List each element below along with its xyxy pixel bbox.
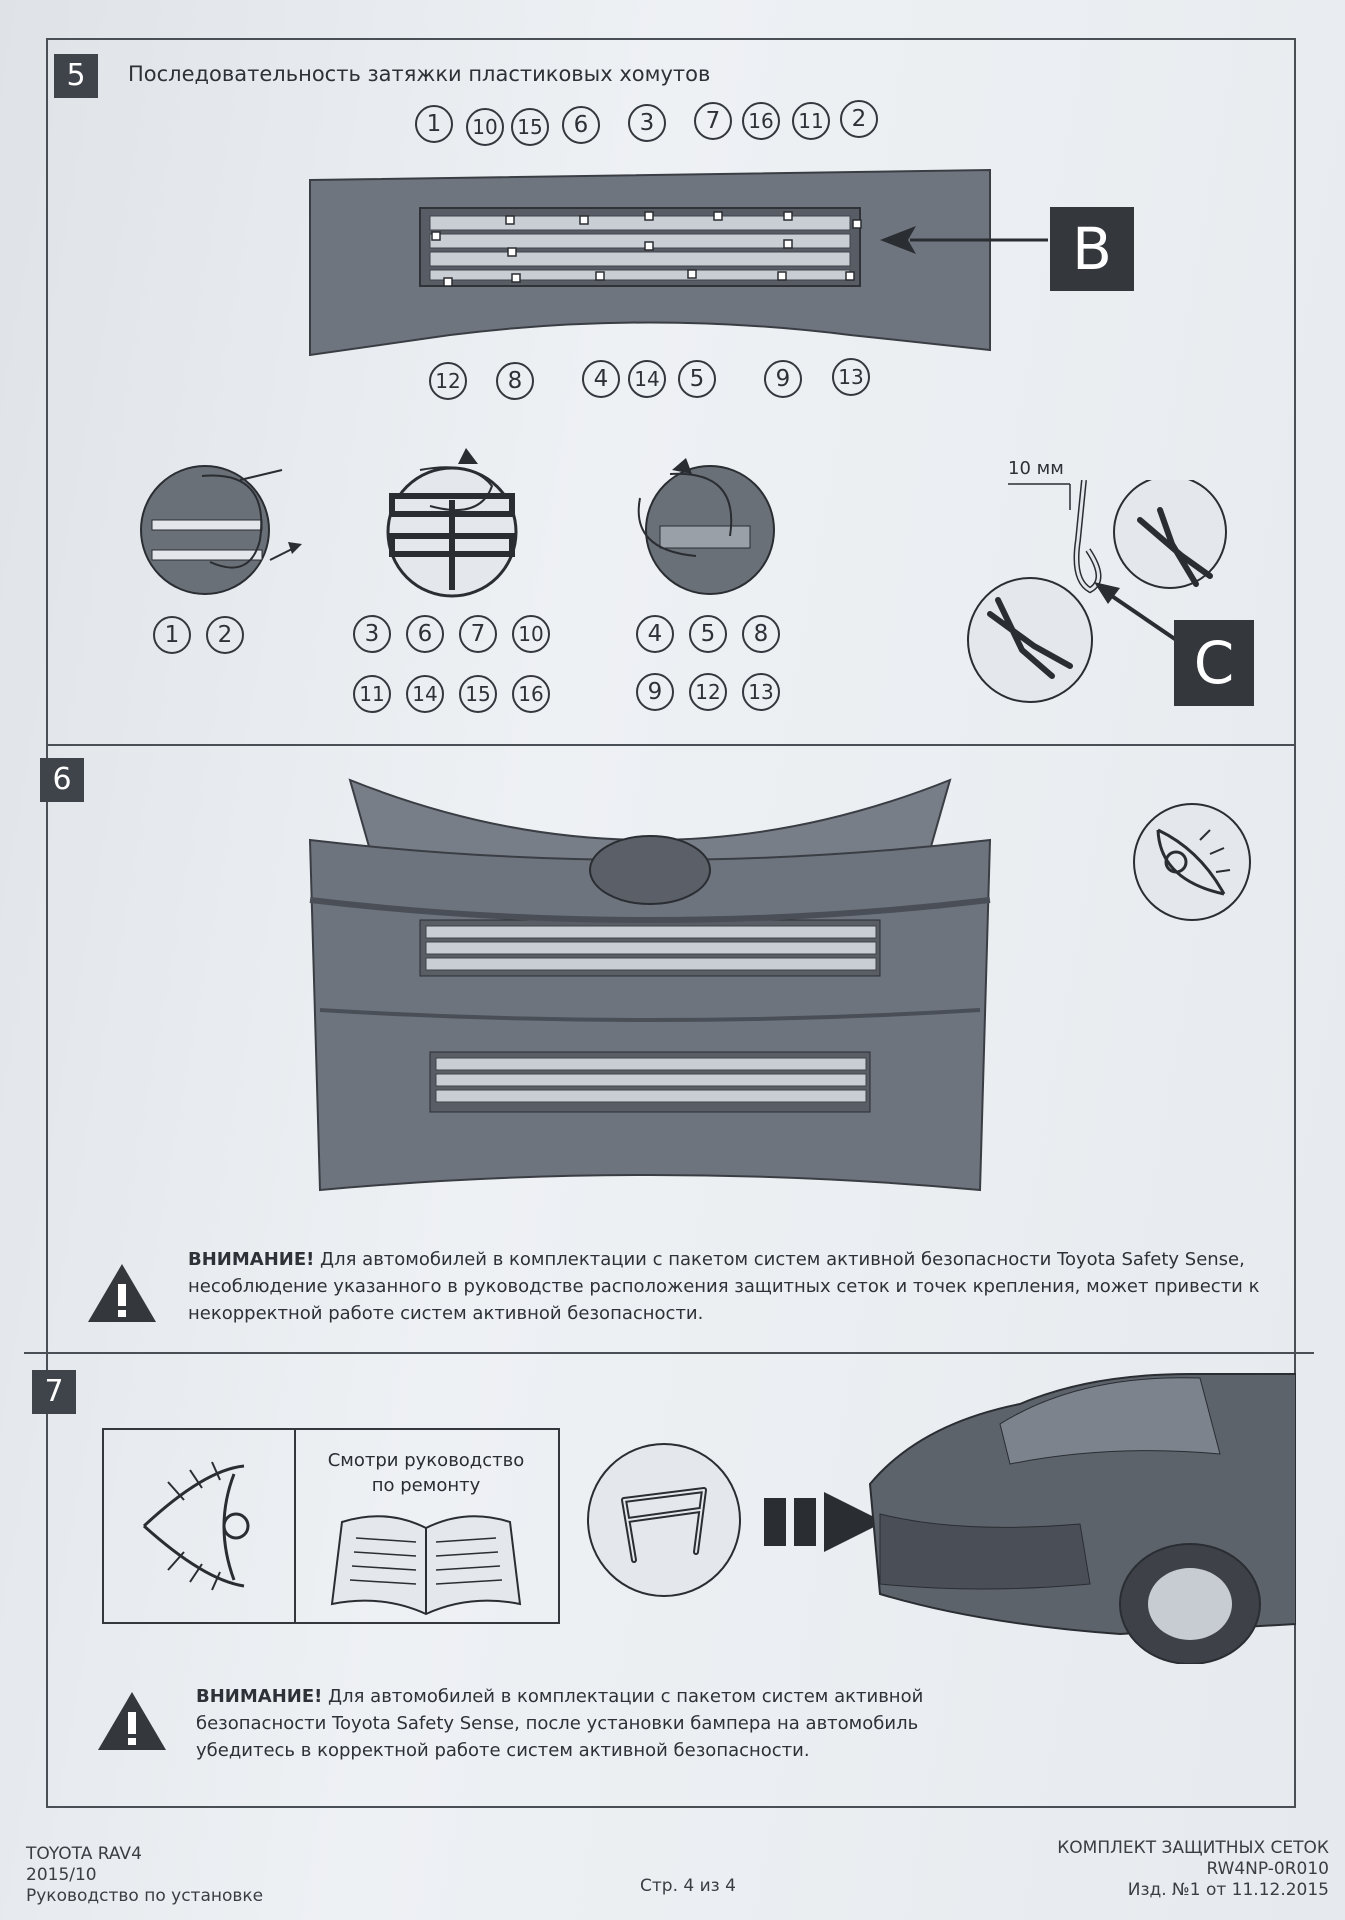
callout-number: 16	[512, 675, 550, 713]
step-7-warning	[196, 1683, 1096, 1764]
warning-text: Для автомобилей в комплектации с пакетом систем активной	[322, 1686, 924, 1707]
inspect-panel	[102, 1428, 296, 1624]
callout-number: 14	[628, 360, 666, 398]
detail-circle-zip-tie-1	[130, 450, 310, 600]
callout-number: 8	[496, 362, 534, 400]
callout-number: 9	[636, 673, 674, 711]
callout-number: 4	[582, 360, 620, 398]
step-7-number: 7	[32, 1370, 76, 1414]
footer-model: TOYOTA RAV4	[26, 1844, 142, 1864]
step-5-title: Последовательность затяжки пластиковых хомутов	[128, 62, 711, 86]
tag-b: B	[1050, 207, 1134, 291]
warning-text: несоблюдение указанного в руководстве расположения защитных сеток и точек крепления, может привести к	[188, 1276, 1260, 1297]
step-5-grille-diagram	[300, 160, 1000, 360]
detail-circle-zip-tie-3	[600, 440, 780, 600]
tag-c: C	[1174, 620, 1254, 706]
callout-number: 13	[742, 673, 780, 711]
callout-number: 11	[353, 675, 391, 713]
footer-date: 2015/10	[26, 1865, 97, 1885]
callout-number: 3	[628, 104, 666, 142]
car-front-illustration	[860, 1364, 1296, 1664]
callout-number: 12	[429, 362, 467, 400]
callout-number: 1	[415, 105, 453, 143]
callout-number: 16	[742, 102, 780, 140]
callout-number: 6	[562, 106, 600, 144]
step-6-bumper-diagram	[300, 770, 1000, 1210]
section-divider-6-7	[24, 1352, 1314, 1354]
warning-triangle-icon	[86, 1262, 158, 1324]
arrow-to-b	[880, 220, 1050, 260]
step-5-number: 5	[54, 54, 98, 98]
section-divider-5-6	[46, 744, 1296, 746]
inspect-eye-icon	[1130, 800, 1254, 924]
footer-doc-type: Руководство по установке	[26, 1886, 264, 1906]
callout-number: 13	[832, 358, 870, 396]
repair-manual-book-icon	[326, 1508, 526, 1618]
measure-label: 10 мм	[1008, 458, 1064, 479]
warning-label: ВНИМАНИЕ!	[188, 1249, 315, 1270]
callout-number: 9	[764, 360, 802, 398]
manual-caption	[296, 1448, 556, 1498]
bumper-clip-icon	[584, 1440, 744, 1600]
manual-caption-line: по ремонту	[371, 1475, 481, 1496]
warning-text: Для автомобилей в комплектации с пакетом систем активной безопасности Toyota Safety Sense,	[314, 1249, 1245, 1270]
callout-number: 8	[742, 615, 780, 653]
eye-icon	[104, 1430, 294, 1622]
step-6-number: 6	[40, 758, 84, 802]
footer-left	[26, 1844, 263, 1907]
callout-number: 2	[206, 616, 244, 654]
callout-number: 6	[406, 615, 444, 653]
warning-text: некорректной работе систем активной безопасности.	[188, 1303, 704, 1324]
callout-number: 11	[792, 102, 830, 140]
callout-number: 3	[353, 615, 391, 653]
step-6-warning	[188, 1246, 1268, 1327]
warning-text: безопасности Toyota Safety Sense, после установки бампера на автомобиль	[196, 1713, 919, 1734]
callout-number: 7	[694, 102, 732, 140]
manual-caption-line: Смотри руководство	[327, 1450, 525, 1471]
callout-number: 7	[459, 615, 497, 653]
callout-number: 5	[678, 360, 716, 398]
callout-number: 15	[459, 675, 497, 713]
footer-kit-name: КОМПЛЕКТ ЗАЩИТНЫХ СЕТОК	[1057, 1838, 1329, 1858]
callout-number: 5	[689, 615, 727, 653]
callout-number: 14	[406, 675, 444, 713]
detail-circle-zip-tie-2	[380, 440, 540, 600]
manual-panel	[296, 1428, 560, 1624]
footer-page-number: Стр. 4 из 4	[640, 1876, 736, 1896]
footer-right	[1057, 1838, 1329, 1901]
footer-part-number: RW4NP-0R010	[1206, 1859, 1329, 1879]
warning-triangle-icon	[96, 1690, 168, 1752]
callout-number: 12	[689, 673, 727, 711]
callout-number: 2	[840, 100, 878, 138]
callout-number: 10	[512, 615, 550, 653]
warning-label: ВНИМАНИЕ!	[196, 1686, 323, 1707]
footer-edition: Изд. №1 от 11.12.2015	[1127, 1880, 1329, 1900]
callout-number: 1	[153, 616, 191, 654]
warning-text: убедитесь в корректной работе систем активной безопасности.	[196, 1740, 810, 1761]
callout-number: 15	[511, 108, 549, 146]
callout-number: 10	[466, 108, 504, 146]
callout-number: 4	[636, 615, 674, 653]
